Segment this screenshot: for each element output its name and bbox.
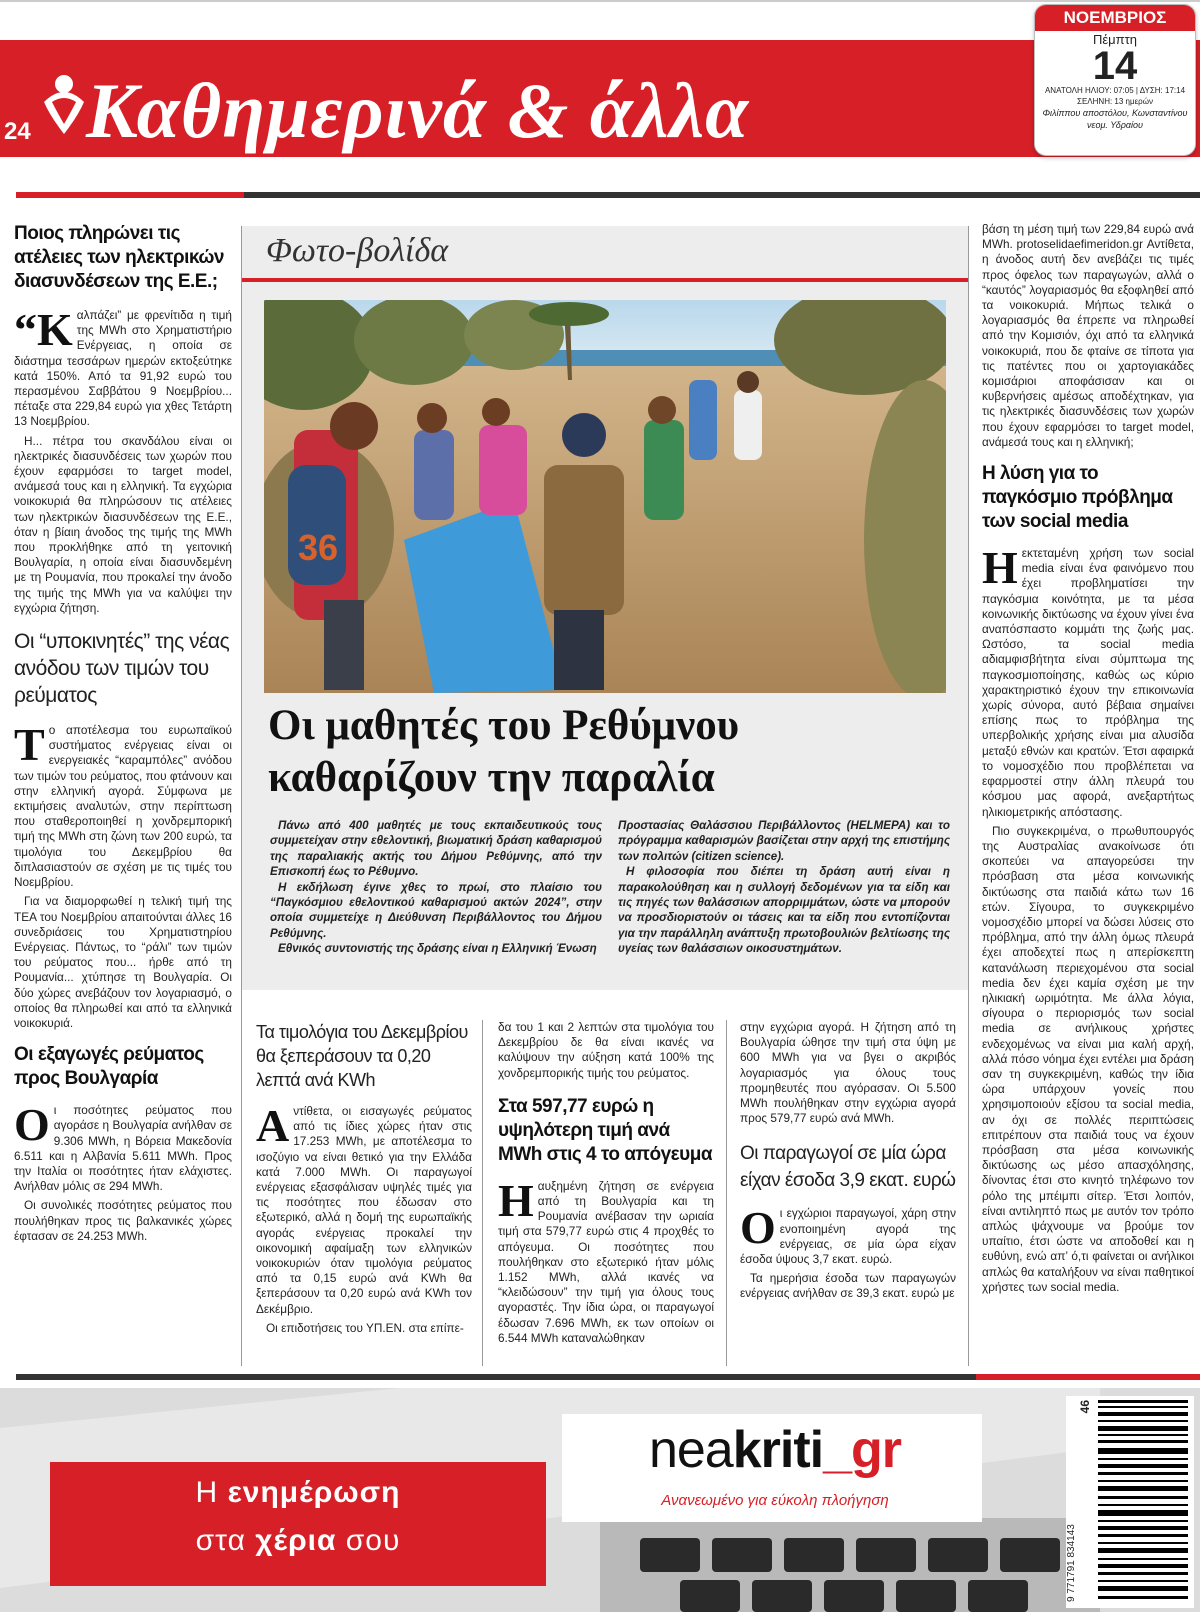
brand-part: kriti — [732, 1421, 824, 1479]
column-divider — [482, 1020, 483, 1366]
paragraph: δα του 1 και 2 λεπτών στα τιμολόγια του Δεκεμβρίου δε θα είναι ικανές να καλύψουν την αύξηση κατά 100% της χονδρεμπορικής τιμής του ρεύματος. — [498, 1020, 714, 1080]
lead-paragraph: Η εκδήλωση έγινε χθες το πρωί, στο πλαίσιο του “Παγκόσμιου εθελοντικού καθαρισμού ακτών 2024”, στην οποία συμμετείχε η Διεύθυνση Περιβάλλοντος του Δήμου Ρεθύμνης. — [270, 880, 602, 940]
article-body — [740, 1202, 956, 1301]
ad-slogan-line-1 — [50, 1476, 546, 1510]
rule-dark-bottom — [16, 1374, 976, 1380]
article-body — [14, 304, 232, 616]
barcode — [1066, 1396, 1194, 1608]
kicker-rule — [242, 278, 968, 282]
jersey-number: 36 — [298, 527, 339, 568]
feature-lead-right — [618, 818, 950, 957]
page-number: 24 — [4, 118, 31, 145]
paragraph: βάση τη μέση τιμή των 229,84 ευρώ ανά MWh. protoselidaefimeridon.gr Αντίθετα, η άνοδος αυτή δεν ανεβάζει τις τιμές προς όφελος των παραγωγών, αλλά ο “καυτός” λογαριασμός θα εξοφληθεί από τα νοικοκυριά. Μήπως τελικά ο λογαριασμός θα έπρεπε να πληρωθεί από την Κομισιόν, όχι από τα ελληνικά νοικοκυριά, που δε φταίνε σε τίποτα για τις πατέντες που οι χαρτογιακάδες κομισάριοι αποφάσισαν και οι κυβερνήσεις αμέσως αποδέχτηκαν, για τις ηλεκτρικές διασυνδέσεις των χωρών που έχουν εφαρμόσει το target model, ανάμεσά τους και η ελληνική; — [982, 222, 1194, 449]
sun-times: ΑΝΑΤΟΛΗ ΗΛΙΟΥ: 07:05 | ΔΥΣΗ: 17:14 — [1044, 86, 1186, 95]
paragraph: Η... πέτρα του σκανδάλου είναι οι ηλεκτρικές διασυνδέσεις των χωρών που έχουν εφαρμόσει το target model, ανάμεσά τους και η ελληνική. Τα εγχώρια νοικοκυριά θα πληρώσουν τις ατέλειες των ηλεκτρικών διασυνδέσεων της Ε.Ε., όταν η βίαιη άνοδος της τιμής της MWh που προκλήθηκε από τη γειτονική Βουλγαρία, η οποία είναι διασυνδεμένη με τη Ρουμανία, που προκαλεί την άνοδο της τιμής της MWh για να καλύψει την εγχώρια ζήτηση. — [14, 433, 232, 615]
section-title: Καθημερινά & άλλα — [86, 67, 750, 154]
article-body — [498, 1174, 714, 1346]
ad-tagline: Ανανεωμένο για εύκολη πλοήγηση — [661, 1492, 889, 1509]
logo-bird-icon — [38, 72, 90, 142]
feature-lead-left — [270, 818, 602, 957]
brand-part: _gr — [823, 1421, 902, 1479]
date-day: 14 — [1092, 44, 1138, 88]
ad-slogan-word: στα — [195, 1524, 246, 1557]
paragraph: Πιο συγκεκριμένα, ο πρωθυπουργός της Αυστραλίας ανακοίνωσε ότι σκοπεύει να απαγορεύσει την πρόσβαση στα μέσα κοινωνικής δικτύωσης στα παιδιά κάτω των 16 ετών. Σίγουρα, το συγκεκριμένο νομοσχέδιο μπορεί να δώσει λύσεις στο πρόβλημα, από την άλλη όμως πλευρά έχει αποδεχτεί πως η απερίσκεπτη κατανάλωση περιεχομένου στα social media δεν έχει καμία σχέση με την ηλικιακή ωριμότητα. Με άλλα λόγια, σίγουρα ο περιορισμός των social media σε ανήλικους χρήστες ενδεχομένως να είναι μια καλή αρχή, αλλά πόσο νόημα έχει εντέλει μια δράση σαν τη συγκεκριμένη, καθώς την ίδια ώρα υπάρχουν γονείς που χρησιμοποιούν εξίσου τα social media, αν όχι σε πολλές περιπτώσεις επιτρέπουν στα παιδιά τους να έχουν πρόσβαση στα μέσα κοινωνικής δικτύωσης ως μέσο απασχόλησης, δίνοντας έτσι στο κινητό τηλέφωνο τον ρόλο της μπέιμπι σίτερ. Έτσι λοιπόν, είναι αντιληπτό πως με αυτόν τον τρόπο απλώς ψάχνουμε να βρούμε τον υπαίτιο, έτσι ώστε να αποδοθεί και η ευθύνη, ενώ απ’ ό,τι φαίνεται οι ανήλικοι απλώς θα καταλήξουν να είναι παθητικοί χρήστες των social media. — [982, 823, 1194, 1294]
paragraph: Τα ημερήσια έσοδα των παραγωγών ενέργειας ανήλθαν σε 39,3 εκατ. ευρώ με — [740, 1271, 956, 1301]
article-body — [14, 1099, 232, 1244]
date-month: ΝΟΕΜΒΡΙΟΣ — [1035, 5, 1195, 31]
paragraph: αυξημένη ζήτηση σε ενέργεια από τη Βουλγαρία και τη Ρουμανία ανέβασαν την ωριαία τιμή στα 579,77 ευρώ στις 4 πρoχθές το απόγευμα. Οι ποσότητες που πουλήθηκαν στο εξωτερικό ήταν μόλις 1.152 MWh, αλλά ικανές να “κλειδώσουν” την τιμή για όλους τους αγοραστές. Την ίδια ώρα, οι παραγωγοί έδωσαν 7.696 MWh, εκ των οποίων οι 6.544 MWh καταναλώθηκαν — [498, 1178, 714, 1345]
top-hairline — [0, 0, 1200, 2]
feature-photo — [264, 300, 946, 693]
paragraph: ι ποσότητες ρεύματος που αγοράσε η Βουλγαρία ανήλθαν σε 9.306 MWh, η Βόρεια Μακεδονία 6.511 και η Αλβανία 5.611 MWh. Προς την Ιταλία οι ποσότητες ήταν ελάχιστες. Ανήλθαν μόλις σε 294 MWh. — [14, 1103, 232, 1194]
barcode-issue: 46 — [1078, 1400, 1092, 1414]
drop-cap: Ο — [740, 1202, 776, 1254]
barcode-number: 9 771791 834143 — [1066, 1524, 1077, 1602]
paragraph: στην εγχώρια αγορά. Η ζήτηση από τη Βουλγαρία ώθησε την τιμή στα ύψη με 600 MWh για να βγει ο ακριβός λογαριασμός για όλους τους προμηθευτές που αγόρασαν. Οι 5.500 MWh πουλήθηκαν στην εγχώρια αγορά προς 579,77 ευρώ ανά MWh. — [740, 1020, 956, 1126]
feature-headline — [268, 700, 958, 804]
date-weekday: Πέμπτη — [1092, 32, 1137, 47]
drop-cap: Η — [498, 1174, 534, 1226]
bottom-column-2 — [498, 1020, 714, 1350]
lead-paragraph: Προστασίας Θαλάσσιου Περιβάλλοντος (HELMEPA) και το πρόγραμμα καθαρισμών βασίζεται στην αρχή της επιστήμης των πολιτών (citizen science). — [618, 819, 950, 863]
right-column — [982, 222, 1194, 1299]
paragraph: ο αποτέλεσμα του ευρωπαϊκού συστήματος ενέργειας είναι οι ενεργειακές “καραμπόλες” ανόδου των τιμών του ρεύματος, που φτάνουν και στην ελληνική αγορά. Σύμφωνα με εκτιμήσεις αναλυτών, στην περίπτωση που σταθεροποιηθεί η χονδρεμπορική τιμή της MWh στη ζώνη των 200 ευρώ, τα τιμολόγια του Δεκεμβρίου θα διπλασιαστούν σε σχέση με τις τιμές του Νοεμβρίου. — [14, 723, 232, 890]
article-headline: Ποιος πληρώνει τις ατέλειες των ηλεκτρικών διασυνδέσεων της Ε.Ε.; — [14, 223, 224, 292]
bottom-column-3 — [740, 1020, 956, 1306]
drop-cap: Η — [982, 542, 1018, 594]
ad-slogan-word: Η — [195, 1476, 219, 1509]
headline-line: Οι μαθητές του Ρεθύμνου — [268, 702, 740, 749]
ad-slogan-word: σου — [345, 1524, 401, 1557]
moon-age: ΣΕΛΗΝΗ: 13 ημερών — [1077, 97, 1153, 106]
paragraph: Οι επιδοτήσεις του ΥΠ.ΕΝ. στα επίπε- — [266, 1320, 464, 1335]
subheadline: Οι εξαγωγές ρεύματος προς Βουλγαρία — [14, 1044, 204, 1090]
article-body — [256, 1100, 472, 1336]
brand-part: nea — [648, 1421, 733, 1479]
paragraph: αλπάζει” με φρενίτιδα η τιμή της MWh στο Χρηματιστήριο Ενέργειας, η οποία σε διάστημα τεσσάρων ημερών εκτοξεύτηκε κατά 150%. Από τα 91,92 ευρώ του περασμένου Σαββάτου 9 Νοεμβρίου... πέταξε στα 229,84 ευρώ για χθες Τετάρτη 13 Νοεμβρίου. — [14, 308, 232, 429]
drop-cap: Τ — [14, 719, 45, 771]
subheadline: Η λύση για το παγκόσμιο πρόβλημα των social media — [982, 463, 1173, 533]
subheadline: Οι παραγωγοί σε μία ώρα είχαν έσοδα 3,9 εκατ. ευρώ — [740, 1143, 956, 1192]
drop-cap: Ο — [14, 1099, 50, 1151]
feature-kicker: Φωτο-βολίδα — [266, 232, 449, 269]
article-body — [14, 719, 232, 1031]
ad-slogan-line-2 — [50, 1524, 546, 1558]
date-box — [1034, 4, 1196, 156]
paragraph: εκτεταμένη χρήση των social media είναι ένα φαινόμενο που έχει προβληματίσει την παγκόσμια κοινότητα, με τα μέσα κοινωνικής δικτύωσης να έχουν γίνει ένα αναπόσπαστο κομμάτι της ζωής μας. Ωστόσο, τα social media αδιαμφισβήτητα είναι σύμπτωμα της παγκοσμιοποίησης, καθώς ως κύριο χαρακτηριστικό έχουν την επικοινωνία χωρίς σύνορα, αυτό βέβαια σημαίνει επίσης πως το πρόβλημα της υπερβολικής χρήσης είναι μια αλυσίδα μεταξύ εθνών και κρατών. Έτσι αφαιρκά το νομοσχέδιο που προβλέπεται να εφαρμοστεί στην άλλη πλευρά του κόσμου μας αφορά, ανεξαρτήτως ηλικιομετρικής απόστασης. — [982, 546, 1194, 819]
rule-red-bottom — [976, 1374, 1200, 1380]
barcode-bars — [1098, 1400, 1188, 1604]
drop-cap: “Κ — [14, 304, 73, 355]
ad-brand-logo — [575, 1420, 975, 1480]
ad-slogan-word: ενημέρωση — [227, 1476, 401, 1509]
paragraph: Για να διαμορφωθεί η τελική τιμή της ΤΕΑ του Νοεμβρίου απαιτούνται άλλες 16 συνεδριάσεις του Χρηματιστηρίου Ενέργειας. Πάντως, το “ράλι” των τιμών του ρεύματος που... ήρθε από τη Ρουμανία... χτύπησε τη Βουλγαρία. Οι δύο χώρες ανεβάζουν τον λογαριασμό, ο οποίος θα πληρωθεί και από τα ελληνικά νοικοκυριά. — [14, 894, 232, 1030]
subheadline: Τα τιμολόγια του Δεκεμβρίου θα ξεπεράσουν τα 0,20 λεπτά ανά KWh — [256, 1022, 468, 1090]
lead-paragraph: Εθνικός συντονιστής της δράσης είναι η Ελληνική Ένωση — [278, 942, 597, 956]
paragraph: ντίθετα, οι εισαγωγές ρεύματος από τις ίδιες χώρες ήταν στις 17.253 MWh, με αποτέλεσμα το ισοζύγιο να είναι θετικό για την Ελλάδα κατά 7.000 MWh. Οι παραγωγοί ενέργειας εξασφάλισαν υψηλές τιμές για τις ποσότητες που έδωσαν στο εξωτερικό, αλλά η δομή της ευρωπαϊκής αγοράς ενέργειας προκαλεί την οικονομική αφαίμαξη των ελληνικών νοικοκυριών όταν τιμολόγια ρεύματος από τα 0,15 ευρώ ανά KWh θα ξεπεράσουν τα 0,20 ευρώ ανά KWh τον Δεκέμβριο. — [256, 1104, 472, 1316]
paragraph: ι εγχώριοι παραγωγοί, χάρη στην ενοποιημένη αγορά της ενέργειας, σε μία ώρα είχαν έσοδα ύψους 3,7 εκατ. ευρώ. — [740, 1206, 956, 1267]
lead-paragraph: Η φιλοσοφία που διέπει τη δράση αυτή είναι η παρακολούθηση και η συλλογή δεδομένων για τα είδη και τις πηγές των θαλάσσιων απορριμμάτων, ώστε να μπορούν να προσδιοριστούν οι τάσεις και τα είδη που εντοπίζονται για την παράλληλη ανάπτυξη πρωτοβουλιών βελτίωσης της υγείας των θαλάσσιων οικοσυστημάτων. — [618, 865, 950, 956]
rule-red-left — [16, 192, 244, 198]
bottom-column-1 — [256, 1020, 472, 1340]
rule-dark-right — [244, 192, 1200, 198]
article-body — [982, 222, 1194, 450]
saints-of-day: Φιλίππου αποστόλου, Κωνσταντίνου νεομ. Υδραίου — [1042, 108, 1188, 130]
paragraph: Οι συνολικές ποσότητες ρεύματος που πουλήθηκαν προς τις βαλκανικές χώρες έφτασαν σε 24.253 MWh. — [14, 1198, 232, 1243]
drop-cap: Α — [256, 1100, 290, 1151]
subheadline: Οι “υποκινητές” της νέας ανόδου των τιμών του ρεύματος — [14, 630, 230, 708]
photo-illustration — [264, 300, 946, 693]
column-divider — [726, 1020, 727, 1366]
article-body — [498, 1020, 714, 1081]
article-body — [740, 1020, 956, 1126]
lead-paragraph: Πάνω από 400 μαθητές με τους εκπαιδευτικούς τους συμμετείχαν στην εθελοντική, βιωματική δράση καθαρισμού της παραλιακής ακτής του Δήμου Ρεθύμνης, από την Επισκοπή έως το Ρέθυμνο. — [270, 819, 602, 879]
column-divider — [968, 226, 969, 1366]
headline-line: καθαρίζουν την παραλία — [268, 754, 715, 801]
ad-slogan-word: χέρια — [255, 1524, 337, 1557]
article-body — [982, 542, 1194, 1295]
left-column — [14, 222, 232, 1248]
subheadline: Στα 597,77 ευρώ η υψηλότερη τιμή ανά MWh στις 4 το απόγευμα — [498, 1095, 713, 1165]
